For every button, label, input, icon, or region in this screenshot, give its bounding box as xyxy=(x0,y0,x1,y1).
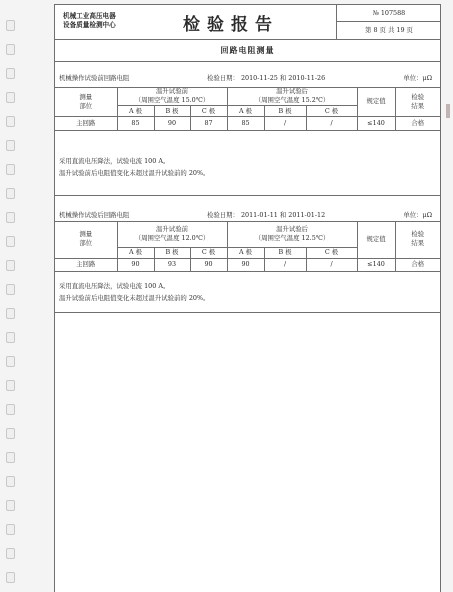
report-sheet xyxy=(54,4,441,592)
binding-hole xyxy=(6,428,15,439)
unit-label: 单位：μΩ xyxy=(403,211,432,219)
col-spec: 规定值 xyxy=(357,87,395,117)
before-group: 温升试验前 （周围空气温度 15.0℃） xyxy=(117,87,227,106)
binding-hole xyxy=(6,116,15,127)
test-date: 检验日期： 2010-11-25 和 2010-11-26 xyxy=(207,74,326,82)
row-value: 90 xyxy=(227,258,264,271)
pole-header: C 极 xyxy=(306,106,357,117)
binding-hole xyxy=(6,356,15,367)
binding-hole xyxy=(6,548,15,559)
binding-hole xyxy=(6,476,15,487)
binding-hole xyxy=(6,212,15,223)
before-group: 温升试验前 （周围空气温度 12.0℃） xyxy=(117,221,227,247)
binding-hole xyxy=(6,284,15,295)
page-indicator: 第 8 页 共 19 页 xyxy=(365,26,413,34)
pole-header: B 极 xyxy=(264,106,306,117)
header-info-box xyxy=(336,5,441,39)
table-caption: 机械操作试验后回路电阻 xyxy=(59,211,130,219)
pole-header: B 极 xyxy=(154,247,190,258)
binding-hole xyxy=(6,308,15,319)
pole-header: C 极 xyxy=(306,247,357,258)
binding-hole xyxy=(6,188,15,199)
row-value: 93 xyxy=(154,258,190,271)
row-result: 合格 xyxy=(395,117,440,131)
row-result: 合格 xyxy=(395,258,440,271)
edge-stamp-mark xyxy=(446,104,450,118)
binding-hole xyxy=(6,236,15,247)
row-value: 85 xyxy=(227,117,264,131)
divider xyxy=(55,195,440,196)
col-part: 测量 部位 xyxy=(55,87,117,117)
pole-header: A 极 xyxy=(117,106,154,117)
row-value: / xyxy=(306,117,357,131)
binding-hole xyxy=(6,452,15,463)
row-value: 90 xyxy=(154,117,190,131)
col-part: 测量 部位 xyxy=(55,221,117,258)
binding-hole xyxy=(6,68,15,79)
pole-header: C 极 xyxy=(190,247,227,258)
note-line: 温升试验前后电阻值变化未超过温升试验前的 20%。 xyxy=(59,169,210,177)
binding-hole xyxy=(6,572,15,583)
row-value: / xyxy=(264,258,306,271)
divider xyxy=(55,312,440,313)
pole-header: A 极 xyxy=(117,247,154,258)
row-part: 主回路 xyxy=(55,117,117,131)
report-number: № 107588 xyxy=(337,5,441,22)
note-line: 温升试验前后电阻值变化未超过温升试验前的 20%。 xyxy=(59,294,210,302)
unit-label: 单位：μΩ xyxy=(403,74,432,82)
binding-hole xyxy=(6,140,15,151)
row-part: 主回路 xyxy=(55,258,117,271)
table-meta-1 xyxy=(59,73,436,83)
binding-hole xyxy=(6,524,15,535)
binding-hole xyxy=(6,380,15,391)
resistance-table-2 xyxy=(55,221,440,272)
row-value: / xyxy=(264,117,306,131)
pole-header: C 极 xyxy=(190,106,227,117)
report-title: 检验报告 xyxy=(183,15,279,35)
binding-hole xyxy=(6,92,15,103)
binding-hole xyxy=(6,260,15,271)
table-row xyxy=(55,117,440,131)
col-result: 检验 结果 xyxy=(395,87,440,117)
pole-header: A 极 xyxy=(227,247,264,258)
report-header xyxy=(55,5,440,40)
section-title: 回路电阻测量 xyxy=(220,45,275,55)
col-result: 检验 结果 xyxy=(395,221,440,258)
row-value: 87 xyxy=(190,117,227,131)
pole-header: A 极 xyxy=(227,106,264,117)
row-spec: ≤140 xyxy=(357,258,395,271)
after-group: 温升试验后 （周围空气温度 15.2℃） xyxy=(227,87,357,106)
binding-hole xyxy=(6,20,15,31)
note-line: 采用直流电压降法，试验电流 100 A。 xyxy=(59,282,170,290)
divider xyxy=(55,61,440,62)
pole-header: B 极 xyxy=(154,106,190,117)
after-group: 温升试验后 （周围空气温度 12.5℃） xyxy=(227,221,357,247)
table-caption: 机械操作试验前回路电阻 xyxy=(59,74,130,82)
table-row xyxy=(55,258,440,271)
binding-hole xyxy=(6,44,15,55)
binding-holes xyxy=(6,0,18,591)
binding-hole xyxy=(6,164,15,175)
row-value: 85 xyxy=(117,117,154,131)
org-line-1: 机械工业高压电器 xyxy=(63,12,116,20)
col-spec: 规定值 xyxy=(357,221,395,258)
binding-hole xyxy=(6,332,15,343)
row-value: / xyxy=(306,258,357,271)
resistance-table-1 xyxy=(55,87,440,131)
pole-header: B 极 xyxy=(264,247,306,258)
org-line-2: 设备质量检测中心 xyxy=(63,21,116,29)
table-top-border xyxy=(55,87,440,88)
test-date: 检验日期： 2011-01-11 和 2011-01-12 xyxy=(207,211,326,219)
binding-hole xyxy=(6,404,15,415)
binding-hole xyxy=(6,500,15,511)
row-spec: ≤140 xyxy=(357,117,395,131)
note-line: 采用直流电压降法，试验电流 100 A。 xyxy=(59,157,170,165)
row-value: 90 xyxy=(190,258,227,271)
row-value: 90 xyxy=(117,258,154,271)
table-meta-2 xyxy=(59,210,436,220)
org-name xyxy=(63,12,116,30)
